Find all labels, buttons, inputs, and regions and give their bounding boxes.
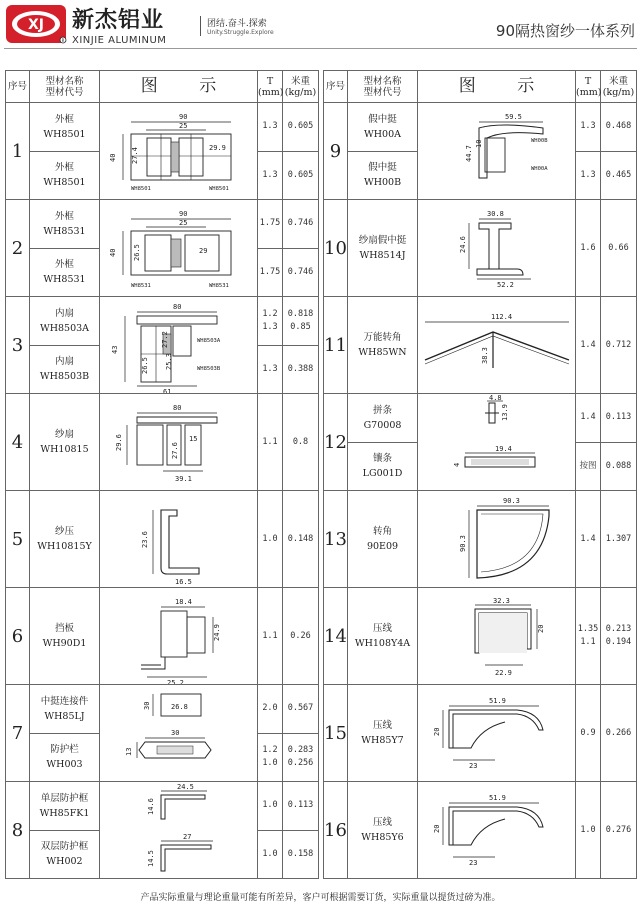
dim-label: 29.9 <box>208 143 226 152</box>
dim-label: 26.8 <box>170 702 188 711</box>
dim-label: 80 <box>172 403 181 412</box>
profile-name: 单层防护框 <box>40 792 89 804</box>
weight-value: 0.746 <box>283 248 319 297</box>
profile-section-diagram <box>419 395 575 490</box>
dim-label: 59.5 <box>504 112 522 121</box>
dim-label: 30 <box>142 701 151 710</box>
item-number: 13 <box>324 491 348 588</box>
weight-value: 0.113 <box>601 394 637 443</box>
profile-name-cell <box>348 394 418 443</box>
table-row <box>324 394 637 443</box>
dim-label: 40 <box>108 248 117 257</box>
profile-code-label: WH8501 <box>130 185 151 192</box>
profile-name-cell <box>30 830 100 879</box>
thickness-value: 1.6 <box>576 200 601 297</box>
table-row <box>324 782 637 879</box>
dim-label: 25.3 <box>164 352 173 370</box>
thickness-value: 1.35 1.1 <box>576 588 601 685</box>
item-number: 5 <box>6 491 30 588</box>
profile-name-cell <box>30 782 100 831</box>
dim-label: 38.3 <box>480 346 489 364</box>
profile-code-label: WH00A <box>530 165 548 172</box>
dim-label: 22.9 <box>494 668 512 677</box>
profile-code: WH003 <box>46 759 83 771</box>
table-row <box>324 103 637 152</box>
profile-code-label: WH8531 <box>208 282 229 289</box>
weight-value: 0.468 <box>601 103 637 152</box>
dim-label: 27 <box>182 832 191 841</box>
profile-code: WH10815 <box>40 444 89 455</box>
profile-code: WH108Y4A <box>354 638 411 649</box>
weight-value: 0.148 <box>283 491 319 588</box>
profile-name-cell <box>30 733 100 782</box>
dim-label: 30.8 <box>486 209 504 218</box>
profile-section-diagram <box>101 298 257 393</box>
weight-value: 0.283 0.256 <box>283 733 319 782</box>
profile-name: 挡板 <box>54 623 74 634</box>
dim-label: 18.4 <box>174 597 192 606</box>
dim-label: 24.9 <box>212 623 221 641</box>
dim-label: 24.5 <box>176 782 194 791</box>
profile-drawing <box>418 200 576 297</box>
item-number: 4 <box>6 394 30 491</box>
weight-value: 0.266 <box>601 685 637 782</box>
table-row <box>6 588 319 685</box>
dim-label: 30 <box>170 728 179 737</box>
profile-section-diagram <box>419 492 575 587</box>
thickness-value: 2.0 <box>258 685 283 734</box>
item-number: 15 <box>324 685 348 782</box>
dim-label: 25 <box>178 121 187 130</box>
slogan <box>200 16 274 36</box>
profile-name: 内扇 <box>54 307 74 319</box>
weight-value: 0.26 <box>283 588 319 685</box>
profile-drawing <box>100 588 258 685</box>
profile-code-label: WH8501 <box>208 185 229 192</box>
thickness-value: 1.2 1.3 <box>258 297 283 346</box>
item-number: 16 <box>324 782 348 879</box>
profile-code: WH85Y7 <box>361 735 404 746</box>
profile-name: 压线 <box>372 817 392 828</box>
profile-name: 拼条 <box>372 404 392 416</box>
profile-name-cell <box>30 394 100 491</box>
dim-label: 20 <box>432 824 441 833</box>
dim-label: 51.9 <box>488 696 506 705</box>
table-row <box>6 297 319 346</box>
thickness-value: 1.75 <box>258 248 283 297</box>
profile-section-diagram <box>419 104 575 199</box>
col-seq: 序号 <box>324 71 348 103</box>
weight-value: 0.746 <box>283 200 319 249</box>
dim-label: 10 <box>474 139 483 148</box>
profile-code: WH00A <box>364 128 401 140</box>
profile-name: 外框 <box>54 162 74 174</box>
profile-drawing <box>418 394 576 491</box>
profile-name: 镶条 <box>372 453 392 465</box>
table-row <box>6 685 319 734</box>
profile-section-diagram <box>101 201 257 296</box>
thickness-value: 1.3 <box>258 345 283 394</box>
svg-text:XJ: XJ <box>27 17 45 33</box>
item-number: 8 <box>6 782 30 879</box>
profile-code: 90E09 <box>366 541 399 552</box>
profile-drawing <box>100 685 258 782</box>
dim-label: 52.2 <box>496 280 514 289</box>
profile-name-cell <box>348 685 418 782</box>
profile-section-diagram <box>419 201 575 296</box>
profile-drawing <box>418 782 576 879</box>
dim-label: 27.6 <box>170 441 179 459</box>
profile-code: WH00B <box>363 177 402 189</box>
weight-value: 0.276 <box>601 782 637 879</box>
table-row <box>324 297 637 394</box>
dim-label: 27.4 <box>130 146 139 164</box>
dim-label: 13 <box>124 747 133 756</box>
series-title: 90隔热窗纱一体系列 <box>495 22 635 40</box>
dim-label: 40 <box>108 153 117 162</box>
dim-label: 112.4 <box>490 312 512 321</box>
profile-name: 纱压 <box>54 526 74 537</box>
profile-code-label: WH8503A <box>196 337 220 344</box>
weight-value: 0.567 <box>283 685 319 734</box>
thickness-value: 0.9 <box>576 685 601 782</box>
weight-value: 0.605 <box>283 103 319 152</box>
item-number: 1 <box>6 103 30 200</box>
thickness-value: 1.4 <box>576 394 601 443</box>
dim-label: 13.9 <box>500 403 509 421</box>
profile-name-cell <box>30 103 100 152</box>
slogan-cn: 团结.奋斗.探索 <box>207 19 267 29</box>
table-row <box>6 782 319 831</box>
profile-name: 压线 <box>372 720 392 731</box>
profile-code: WH8501 <box>43 128 86 140</box>
dim-label: 14.6 <box>146 797 155 815</box>
page-header <box>0 0 641 50</box>
profile-name: 压线 <box>372 623 392 634</box>
item-number: 3 <box>6 297 30 394</box>
profile-section-diagram <box>101 686 257 781</box>
dim-label: 90.3 <box>502 496 520 505</box>
thickness-value: 按图 <box>576 442 601 491</box>
dim-label: 44.7 <box>464 144 473 162</box>
thickness-value: 1.4 <box>576 297 601 394</box>
profile-code-label: WH8531 <box>130 282 151 289</box>
brand-block <box>72 3 166 46</box>
profile-code: WH8503A <box>39 322 90 334</box>
footer-note: 产品实际重量与理论重量可能有所差异，客户可根据需要订货，实际重量以提货过磅为准。 <box>140 893 501 903</box>
weight-value: 1.307 <box>601 491 637 588</box>
weight-value: 0.388 <box>283 345 319 394</box>
profile-name: 中挺连接件 <box>40 695 89 707</box>
weight-value: 0.605 <box>283 151 319 200</box>
dim-label: 14.5 <box>146 849 155 867</box>
thickness-value: 1.3 <box>258 103 283 152</box>
dim-label: 90 <box>178 112 187 121</box>
table-row <box>6 200 319 249</box>
dim-label: 90.3 <box>458 534 467 552</box>
dim-label: 24.6 <box>458 235 467 253</box>
thickness-value: 1.0 <box>576 782 601 879</box>
thickness-value: 1.1 <box>258 394 283 491</box>
profile-name-cell <box>348 442 418 491</box>
profile-code-label: WH8503B <box>196 365 220 372</box>
profile-drawing <box>100 297 258 394</box>
profile-name-cell <box>348 588 418 685</box>
profile-code: WH90D1 <box>42 638 87 649</box>
dim-label: 39.1 <box>174 474 192 483</box>
thickness-value: 1.3 <box>258 151 283 200</box>
profile-section-diagram <box>101 395 257 490</box>
profile-name-cell <box>30 248 100 297</box>
profile-name-cell <box>348 491 418 588</box>
profile-name-cell <box>30 297 100 346</box>
dim-label: 25.2 <box>166 678 184 684</box>
profile-code: G70008 <box>363 419 402 431</box>
dim-label: 23 <box>468 858 477 867</box>
table-row <box>324 685 637 782</box>
profile-section-diagram <box>419 298 575 393</box>
brand-name-en: XINJIE ALUMINUM <box>72 35 167 46</box>
profile-name-cell <box>30 491 100 588</box>
table-row <box>6 491 319 588</box>
weight-value: 0.213 0.194 <box>601 588 637 685</box>
profile-name-cell <box>348 782 418 879</box>
item-number: 2 <box>6 200 30 297</box>
col-t: T (mm) <box>258 71 283 103</box>
dim-label: 80 <box>172 302 181 311</box>
dim-label: 20 <box>432 727 441 736</box>
dim-label: 26.5 <box>140 356 149 374</box>
profile-name-cell <box>30 200 100 249</box>
catalog-table-right <box>323 70 637 879</box>
profile-name: 纱扇 <box>54 429 74 440</box>
profile-drawing <box>100 200 258 297</box>
profile-section-diagram <box>101 589 257 684</box>
profile-drawing <box>100 782 258 879</box>
profile-drawing <box>100 491 258 588</box>
profile-code: WH8501 <box>43 177 86 189</box>
dim-label: 61 <box>162 387 171 393</box>
profile-drawing <box>418 685 576 782</box>
dim-label: 19.4 <box>494 444 512 453</box>
item-number: 7 <box>6 685 30 782</box>
profile-section-diagram <box>419 783 575 878</box>
table-header-row <box>6 71 319 103</box>
col-w: 米重 (kg/m) <box>283 71 319 103</box>
item-number: 12 <box>324 394 348 491</box>
svg-text:R: R <box>61 38 65 43</box>
thickness-value: 1.3 <box>576 103 601 152</box>
profile-code: WH8531 <box>43 225 86 237</box>
thickness-value: 1.0 <box>258 782 283 831</box>
weight-value: 0.113 <box>283 782 319 831</box>
dim-label: 15 <box>188 434 197 443</box>
col-seq: 序号 <box>6 71 30 103</box>
profile-name-cell <box>348 200 418 297</box>
profile-code: WH002 <box>46 856 83 868</box>
thickness-value: 1.2 1.0 <box>258 733 283 782</box>
dim-label: 27.2 <box>160 330 169 348</box>
profile-section-diagram <box>101 783 257 878</box>
profile-code: WH85Y6 <box>361 832 404 843</box>
dim-label: 90 <box>178 209 187 218</box>
profile-name-cell <box>348 297 418 394</box>
profile-code: WH8503B <box>39 371 90 383</box>
col-w: 米重 (kg/m) <box>601 71 637 103</box>
profile-drawing <box>418 588 576 685</box>
col-name: 型材名称 型材代号 <box>30 71 100 103</box>
profile-name: 双层防护框 <box>40 841 89 853</box>
col-t: T (mm) <box>576 71 601 103</box>
weight-value: 0.66 <box>601 200 637 297</box>
profile-section-diagram <box>419 589 575 684</box>
profile-code: WH10815Y <box>37 541 92 552</box>
weight-value: 0.712 <box>601 297 637 394</box>
profile-name-cell <box>30 588 100 685</box>
dim-label: 23.6 <box>140 530 149 548</box>
profile-drawing <box>418 491 576 588</box>
profile-name: 纱扇假中挺 <box>358 235 407 246</box>
profile-name: 外框 <box>54 113 74 125</box>
table-row <box>6 103 319 152</box>
col-name: 型材名称 型材代号 <box>348 71 418 103</box>
profile-section-diagram <box>419 686 575 781</box>
dim-label: 25 <box>178 218 187 227</box>
profile-name-cell <box>348 103 418 152</box>
profile-code: WH85LJ <box>44 710 85 722</box>
item-number: 9 <box>324 103 348 200</box>
table-header-row <box>324 71 637 103</box>
profile-name-cell <box>30 151 100 200</box>
profile-code: WH8514J <box>359 250 406 261</box>
company-logo <box>4 3 68 45</box>
dim-label: 32.3 <box>492 596 510 605</box>
dim-label: 26.5 <box>132 243 141 261</box>
profile-code: LG001D <box>362 468 403 480</box>
profile-drawing <box>100 103 258 200</box>
table-row <box>324 491 637 588</box>
dim-label: 16.5 <box>174 577 192 586</box>
table-row <box>6 394 319 491</box>
brand-name-cn: 新杰铝业 <box>72 8 165 33</box>
profile-drawing <box>418 103 576 200</box>
thickness-value: 1.75 <box>258 200 283 249</box>
profile-name-cell <box>30 685 100 734</box>
profile-name: 万能转角 <box>363 332 402 343</box>
dim-label: 4 <box>452 462 461 467</box>
dim-label: 4.8 <box>488 394 502 402</box>
dim-label: 29 <box>198 246 207 255</box>
profile-section-diagram <box>101 492 257 587</box>
profile-code: WH85WN <box>358 347 407 358</box>
profile-name: 外框 <box>54 210 74 222</box>
profile-name: 内扇 <box>54 356 74 368</box>
dim-label: 43 <box>110 345 119 354</box>
item-number: 14 <box>324 588 348 685</box>
thickness-value: 1.4 <box>576 491 601 588</box>
profile-drawing <box>100 394 258 491</box>
item-number: 6 <box>6 588 30 685</box>
profile-name-cell <box>30 345 100 394</box>
header-divider <box>4 48 637 49</box>
profile-code: WH85FK1 <box>39 807 90 819</box>
thickness-value: 1.3 <box>576 151 601 200</box>
dim-label: 20 <box>536 624 545 633</box>
profile-name: 假中挺 <box>368 162 397 174</box>
slogan-en: Unity.Struggle.Explore <box>207 29 274 36</box>
profile-code-label: WH00B <box>530 137 548 144</box>
col-pic: 图 示 <box>100 71 258 103</box>
thickness-value: 1.0 <box>258 830 283 879</box>
dim-label: 23 <box>468 761 477 770</box>
weight-value: 0.8 <box>283 394 319 491</box>
dim-label: 29.6 <box>114 433 123 451</box>
dim-label: 51.9 <box>488 793 506 802</box>
thickness-value: 1.1 <box>258 588 283 685</box>
profile-name: 假中挺 <box>368 113 397 125</box>
weight-value: 0.088 <box>601 442 637 491</box>
profile-drawing <box>418 297 576 394</box>
table-row <box>324 200 637 297</box>
catalog-table-left <box>5 70 319 879</box>
weight-value: 0.818 0.85 <box>283 297 319 346</box>
col-pic: 图 示 <box>418 71 576 103</box>
table-row <box>324 588 637 685</box>
weight-value: 0.158 <box>283 830 319 879</box>
profile-section-diagram <box>101 104 257 199</box>
profile-name-cell <box>348 151 418 200</box>
profile-name: 外框 <box>54 259 74 271</box>
weight-value: 0.465 <box>601 151 637 200</box>
profile-name: 防护栏 <box>50 744 79 756</box>
profile-code: WH8531 <box>43 274 86 286</box>
profile-name: 转角 <box>372 526 392 537</box>
thickness-value: 1.0 <box>258 491 283 588</box>
item-number: 11 <box>324 297 348 394</box>
item-number: 10 <box>324 200 348 297</box>
